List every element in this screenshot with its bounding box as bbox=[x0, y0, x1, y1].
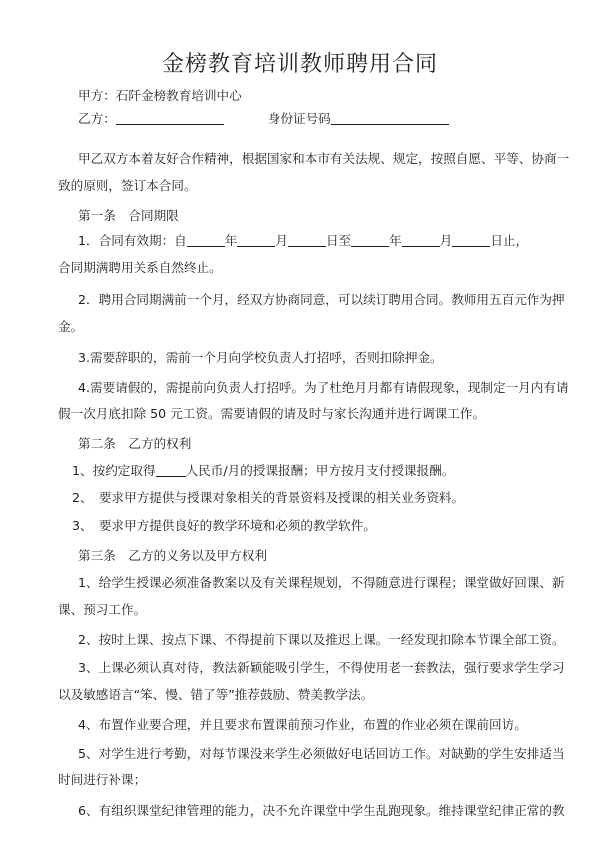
article-3-duty-1-cont: 课、预习工作。 bbox=[58, 602, 147, 617]
article-3-duty-1: 1、给学生授课必须准备教案以及有关课程规划，不得随意进行课程；课堂做好回课、新 bbox=[78, 575, 565, 590]
right-1-end: 人民币/月的授课报酬；甲方按月支付授课报酬。 bbox=[185, 463, 455, 478]
article-3-heading: 第三条 乙方的义务以及甲方权利 bbox=[78, 548, 267, 563]
article-1-clause-4: 4.需要请假的，需提前向负责人打招呼。为了杜绝月月都有请假现象，现制定一月内有请 bbox=[78, 380, 569, 395]
party-b-line bbox=[78, 111, 449, 127]
end-year-blank bbox=[351, 234, 389, 247]
intro-line-1: 甲乙双方本着友好合作精神，根据国家和本市有关法规、规定，按照自愿、平等、协商一 bbox=[78, 151, 570, 166]
article-3-duty-6: 6、有组织课堂纪律管理的能力，决不允许课堂中学生乱跑现象。维持课堂纪律正常的教 bbox=[78, 803, 565, 818]
article-3-duty-2: 2、按时上课、按点下课、不得提前下课以及推迟上课。一经发现扣除本节课全部工资。 bbox=[78, 632, 565, 647]
article-3-duty-5-cont: 时间进行补课； bbox=[58, 772, 147, 787]
start-year-label: 年 bbox=[224, 233, 238, 248]
article-1-clause-2-cont: 金。 bbox=[58, 319, 84, 334]
party-b-name-blank bbox=[116, 112, 224, 125]
article-1-clause-2: 2．聘用合同期满前一个月，经双方协商同意，可以续订聘用合同。教师用五百元作为押 bbox=[78, 292, 565, 307]
article-1-heading: 第一条 合同期限 bbox=[78, 208, 179, 223]
article-2-heading: 第二条 乙方的权利 bbox=[78, 436, 192, 451]
intro-line-2: 致的原则，签订本合同。 bbox=[58, 178, 197, 193]
article-3-duty-3-cont: 以及敏感语言“笨、慢、错了等”推荐鼓励、赞美教学法。 bbox=[58, 687, 374, 702]
start-day-label: 日至 bbox=[325, 233, 352, 248]
article-1-clause-1-cont: 合同期满聘用关系自然终止。 bbox=[58, 260, 222, 275]
article-1-clause-3: 3.需要辞职的，需前一个月向学校负责人打招呼，否则扣除押金。 bbox=[78, 350, 443, 365]
end-year-label: 年 bbox=[389, 233, 402, 248]
start-month-label: 月 bbox=[275, 233, 288, 248]
article-2-right-1 bbox=[72, 463, 454, 479]
party-a-label: 甲方： bbox=[78, 88, 116, 103]
party-a-value: 石阡金榜教育培训中心 bbox=[115, 88, 242, 103]
article-2-right-2: 2、 要求甲方提供与授课对象相关的背景资料及授课的相关业务资料。 bbox=[72, 490, 465, 505]
article-1-clause-1 bbox=[78, 233, 528, 249]
article-3-duty-3: 3、上课必须认真对待，教法新颖能吸引学生，不得使用老一套教法，强行要求学生学习 bbox=[78, 660, 565, 675]
start-year-blank bbox=[187, 234, 225, 247]
end-day-blank bbox=[452, 234, 490, 247]
id-number-blank bbox=[331, 112, 449, 125]
start-month-blank bbox=[237, 234, 275, 247]
article-2-right-3: 3、 要求甲方提供良好的教学环境和必须的教学软件。 bbox=[72, 518, 376, 533]
party-a-line bbox=[78, 88, 242, 104]
clause-1-start: 1．合同有效期：自 bbox=[78, 233, 187, 248]
article-3-duty-4: 4、布置作业要合理，并且要求布置课前预习作业，布置的作业必须在课前回访。 bbox=[78, 717, 527, 732]
document-title: 金榜教育培训教师聘用合同 bbox=[161, 52, 438, 77]
end-day-label: 日止， bbox=[490, 233, 529, 248]
end-month-blank bbox=[402, 234, 440, 247]
article-3-duty-5: 5、对学生进行考勤，对每节课没来学生必须做好电话回访工作。对缺勤的学生安排适当 bbox=[78, 746, 565, 761]
start-day-blank bbox=[288, 234, 326, 247]
salary-blank bbox=[156, 464, 186, 477]
right-1-start: 1、按约定取得 bbox=[72, 463, 156, 478]
id-number-label: 身份证号码 bbox=[267, 111, 331, 126]
party-b-label: 乙方： bbox=[78, 111, 116, 126]
article-1-clause-4-cont: 假一次月底扣除 50 元工资。需要请假的请及时与家长沟通并进行调课工作。 bbox=[58, 406, 486, 421]
end-month-label: 月 bbox=[439, 233, 453, 248]
